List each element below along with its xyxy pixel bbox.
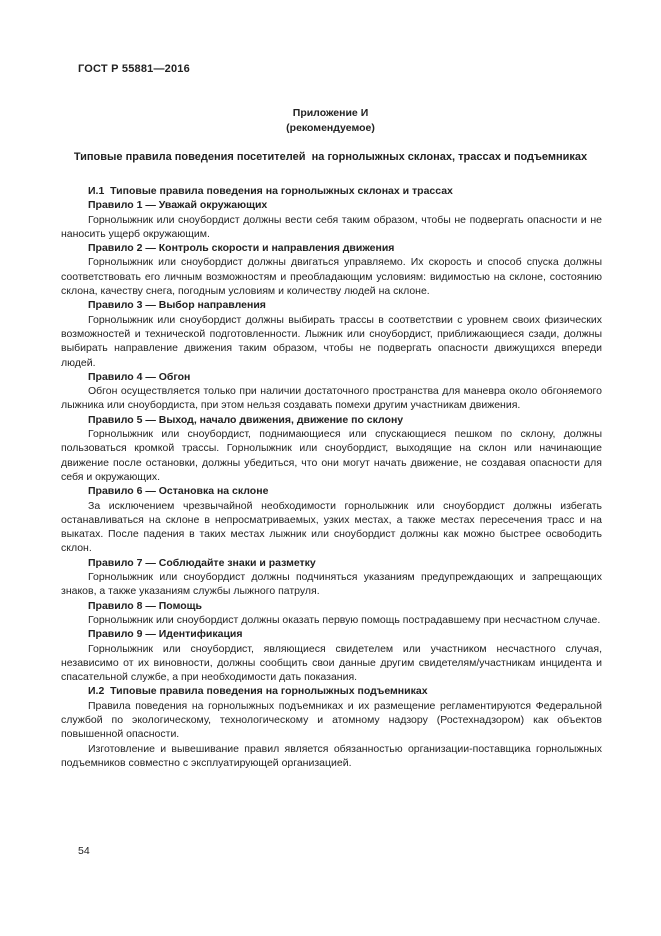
- body-paragraph: Горнолыжник или сноубордист должны оказать первую помощь пострадавшему при несчастном случае.: [88, 613, 601, 626]
- body-paragraph: Правила поведения на горнолыжных подъемниках и их размещение регламентируются Федеральной службой по экологическому, технологическому и атомному надзору (Ростехнадзором) как объектов повышенной опасности.: [61, 699, 602, 741]
- body-paragraph: Изготовление и вывешивание правил является обязанностью организации-поставщика горнолыжных подъемников совместно с эксплуатирующей организацией.: [61, 742, 602, 769]
- section-heading: Правило 5 — Выход, начало движения, движение по склону: [88, 413, 404, 426]
- section-heading: И.1 Типовые правила поведения на горнолыжных склонах и трассах: [88, 185, 453, 197]
- body-paragraph: Горнолыжник или сноубордист, являющиеся свидетелем или участником несчастного случая, независимо от их виновности, должны сообщить свои данные другим свидетелям/участникам инцидента и спасательной службе, а при необходимости дать показания.: [61, 642, 602, 684]
- body-paragraph: Горнолыжник или сноубордист должны подчиняться указаниям предупреждающих и запрещающих знаков, а также указаниям службы лыжного патруля.: [61, 571, 602, 598]
- page-number: 54: [78, 845, 90, 857]
- section-heading: Правило 2 — Контроль скорости и направления движения: [88, 242, 395, 255]
- body-paragraph: Горнолыжник или сноубордист, поднимающиеся или спускающиеся пешком по склону, должны пользоваться кромкой трассы. Горнолыжник или сноубордист, выходящие на склон или начинающие движение после остановки, должны убедиться, что они могут начать движение, не создавая опасности для себя и окружающих.: [61, 428, 602, 483]
- appendix-block: [0, 106, 661, 136]
- body-paragraph: Горнолыжник или сноубордист должны выбирать трассы в соответствии с уровнем своих физических возможностей и технической подготовленности. Лыжник или сноубордист, приближающиеся сзади, должны выбирать направление движения таким образом, чтобы не подвергать опасности движущихся впереди людей.: [61, 313, 602, 369]
- document-body: [61, 184, 602, 770]
- body-paragraph: Горнолыжник или сноубордист должны двигаться управляемо. Их скорость и способ спуска должны соответствовать его личным возможностям и преобладающим условиям: видимостью на склоне, состоянию склона, качеству снега, погодным условиям и количеству людей на склоне.: [61, 256, 602, 298]
- appendix-note: (рекомендуемое): [286, 122, 375, 134]
- body-paragraph: Обгон осуществляется только при наличии достаточного пространства для маневра около обгоняемого лыжника или сноубордиста, при этом нельзя создавать помехи другим участникам движения.: [61, 385, 602, 412]
- document-code: ГОСТ Р 55881—2016: [78, 63, 190, 75]
- section-heading: Правило 9 — Идентификация: [88, 628, 243, 641]
- body-paragraph: Горнолыжник или сноубордист должны вести себя таким образом, чтобы не подвергать опасности и не наносить ущерб окружающим.: [61, 213, 602, 240]
- section-heading: Правило 7 — Соблюдайте знаки и разметку: [88, 556, 316, 569]
- section-heading: Правило 1 — Уважай окружающих: [88, 199, 268, 212]
- section-heading: Правило 4 — Обгон: [88, 370, 191, 383]
- page-title: Типовые правила поведения посетителей на горнолыжных склонах, трассах и подъемниках: [73, 151, 588, 163]
- section-heading: Правило 8 — Помощь: [88, 599, 202, 612]
- section-heading: И.2 Типовые правила поведения на горнолыжных подъемниках: [88, 685, 428, 698]
- section-heading: Правило 3 — Выбор направления: [88, 299, 266, 312]
- section-heading: Правило 6 — Остановка на склоне: [88, 485, 269, 498]
- appendix-label: Приложение И: [292, 107, 369, 119]
- body-paragraph: За исключением чрезвычайной необходимости горнолыжник или сноубордист должны избегать останавливаться на склоне в непросматриваемых, узких местах, а также местах пересечения трасс и на выкатах. После падения в таких местах лыжник или сноубордист должны как можно быстрее освободить склон.: [61, 499, 602, 555]
